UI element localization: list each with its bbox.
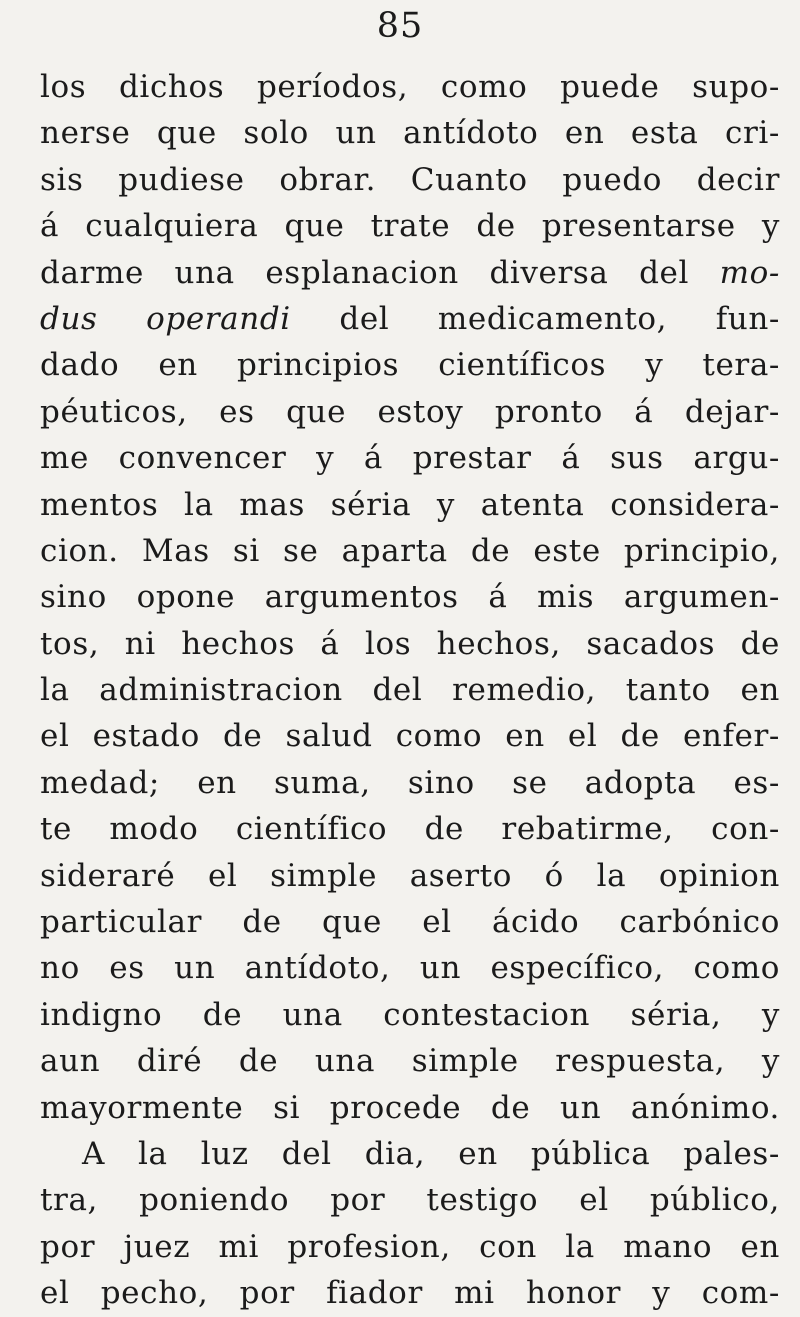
text-line-9: me convencer y á prestar á sus argu-: [40, 440, 780, 477]
text-line-27: el pecho, por fiador mi honor y com-: [40, 1275, 780, 1312]
page-number: 85: [376, 6, 424, 46]
text-line-18: sideraré el simple aserto ó la opinion: [40, 857, 780, 894]
page-text: [40, 64, 780, 1317]
text-line-10: mentos la mas séria y atenta considera-: [40, 486, 780, 523]
text-line-23: mayormente si procede de un anónimo.: [40, 1089, 780, 1126]
text-line-5-roman: darme una esplanacion diversa del: [40, 254, 690, 291]
text-line-20: no es un antídoto, un específico, como: [40, 950, 780, 987]
text-line-6-italic: dus operandi: [40, 300, 291, 337]
text-line-6: [40, 296, 780, 342]
text-line-2: nerse que solo un antídoto en esta cri-: [40, 115, 780, 152]
text-line-8: péuticos, es que estoy pronto á dejar-: [40, 393, 780, 430]
text-line-22: aun diré de una simple respuesta, y: [40, 1043, 780, 1080]
text-line-11: cion. Mas si se aparta de este principio,: [40, 532, 780, 569]
text-line-3: sis pudiese obrar. Cuanto puedo decir: [40, 161, 780, 198]
text-line-12: sino opone argumentos á mis argumen-: [40, 579, 780, 616]
text-line-5: [40, 250, 780, 296]
text-line-6-roman: del medicamento, fun-: [339, 300, 780, 337]
text-line-7: dado en principios científicos y tera-: [40, 347, 780, 384]
text-line-24: A la luz del dia, en pública pales-: [82, 1135, 780, 1172]
text-line-26: por juez mi profesion, con la mano en: [40, 1228, 780, 1265]
text-line-5-italic: mo-: [719, 254, 780, 291]
text-line-21: indigno de una contestacion séria, y: [40, 996, 780, 1033]
text-line-14: la administracion del remedio, tanto en: [40, 672, 780, 709]
text-line-13: tos, ni hechos á los hechos, sacados de: [40, 625, 780, 662]
text-line-16: medad; en suma, sino se adopta es-: [40, 764, 780, 801]
text-line-19: particular de que el ácido carbónico: [40, 904, 780, 941]
text-line-15: el estado de salud como en el de enfer-: [40, 718, 780, 755]
text-line-1: los dichos períodos, como puede supo-: [40, 69, 780, 105]
text-line-25: tra, poniendo por testigo el público,: [40, 1182, 780, 1219]
text-line-4: á cualquiera que trate de presentarse y: [40, 208, 780, 245]
text-line-17: te modo científico de rebatirme, con-: [40, 811, 780, 848]
